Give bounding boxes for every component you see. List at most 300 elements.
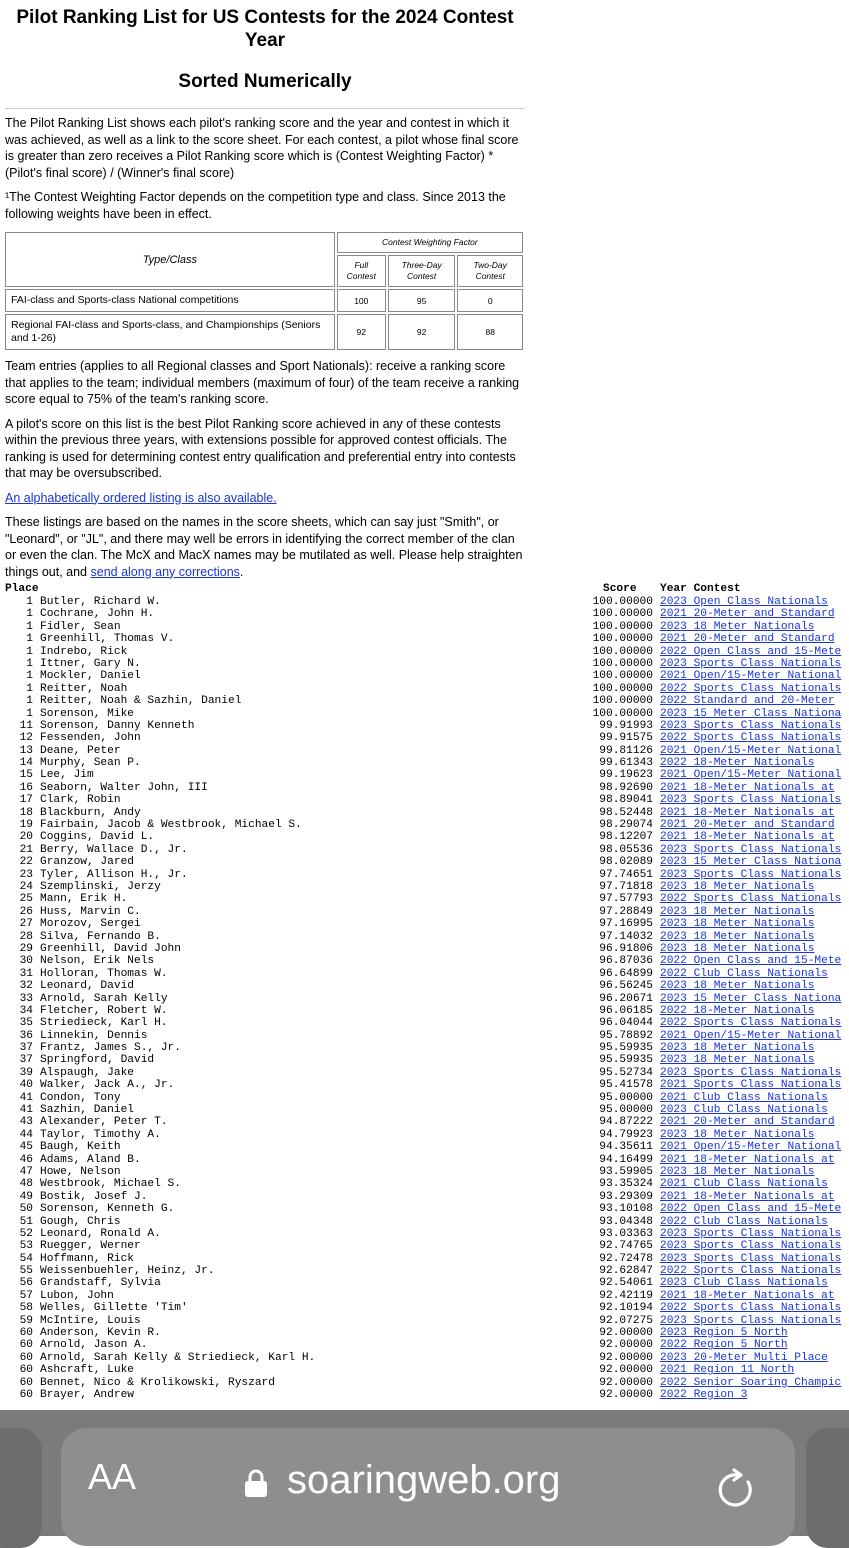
score: 95.00000 xyxy=(599,1091,653,1104)
contest-link[interactable]: 2023 18 Meter Nationals xyxy=(660,1128,815,1141)
pilot-name: Fairbain, Jacob & Westbrook, Michael S. xyxy=(40,819,302,832)
score: 93.10108 xyxy=(599,1203,653,1216)
contest-link[interactable]: 2023 18 Meter Nationals xyxy=(660,930,815,943)
pilot-name: Sorenson, Kenneth G. xyxy=(40,1203,175,1216)
previous-tab-edge[interactable] xyxy=(0,1428,42,1548)
ranking-row xyxy=(5,968,849,980)
score: 99.81126 xyxy=(599,744,653,757)
ranking-row xyxy=(5,1277,849,1289)
pilot-name: Fidler, Sean xyxy=(40,620,121,633)
pilot-name: Morozov, Sergei xyxy=(40,918,141,931)
rank: 17 xyxy=(19,794,33,807)
rank: 1 xyxy=(26,682,33,695)
contest-link[interactable]: 2022 Standard and 20-Meter xyxy=(660,695,835,708)
score: 100.00000 xyxy=(592,695,653,708)
ranking-row xyxy=(5,695,849,707)
ranking-row xyxy=(5,1290,849,1302)
ranking-row xyxy=(5,658,849,670)
score: 98.29074 xyxy=(599,819,653,832)
pilot-name: Gough, Chris xyxy=(40,1215,121,1228)
score: 99.19623 xyxy=(599,769,653,782)
contest-link[interactable]: 2022 Region 5 North xyxy=(660,1339,788,1352)
ranking-row xyxy=(5,608,849,620)
ranking-row xyxy=(5,1191,849,1203)
pilot-name: Reitter, Noah xyxy=(40,682,128,695)
pilot-name: Arnold, Sarah Kelly xyxy=(40,992,168,1005)
contest-link[interactable]: 2022 18-Meter Nationals xyxy=(660,757,815,770)
rank: 58 xyxy=(19,1302,33,1315)
rank: 12 xyxy=(19,732,33,745)
score: 92.62847 xyxy=(599,1265,653,1278)
score: 92.00000 xyxy=(599,1327,653,1340)
contest-link[interactable]: 2022 Sports Class Nationals xyxy=(660,682,842,695)
contest-link[interactable]: 2021 20-Meter and Standard xyxy=(660,819,835,832)
contest-link[interactable]: 2023 Region 5 North xyxy=(660,1327,788,1340)
rank: 37 xyxy=(19,1054,33,1067)
ranking-row xyxy=(5,1240,849,1252)
ranking-row xyxy=(5,708,849,720)
ranking-rows xyxy=(5,596,849,1401)
rank: 1 xyxy=(26,608,33,621)
contest-link[interactable]: 2023 Sports Class Nationals xyxy=(660,719,842,732)
pilot-name: Huss, Marvin C. xyxy=(40,905,141,918)
pilot-name: Coggins, David L. xyxy=(40,831,155,844)
contest-link[interactable]: 2023 18 Meter Nationals xyxy=(660,1042,815,1055)
type-class-header: Type/Class xyxy=(5,232,335,287)
score: 97.16995 xyxy=(599,918,653,931)
ranking-row xyxy=(5,1030,849,1042)
url-text[interactable]: soaringweb.org xyxy=(287,1458,561,1502)
ranking-row xyxy=(5,1104,849,1116)
rank: 11 xyxy=(19,719,33,732)
score: 92.10194 xyxy=(599,1302,653,1315)
contest-link[interactable]: 2021 Open/15-Meter National xyxy=(660,670,842,683)
contest-link[interactable]: 2023 18 Meter Nationals xyxy=(660,980,815,993)
pilot-name: Mann, Erik H. xyxy=(40,893,128,906)
rank: 60 xyxy=(19,1339,33,1352)
rank: 1 xyxy=(26,620,33,633)
rank: 41 xyxy=(19,1104,33,1117)
names-note-text: These listings are based on the names in the score sheets, which can say just "Smith", or "Leonard", or "JL", and there may well be errors in identifying the correct member of the clan or even the clan. The McX and MacX names may be mutilated as well. Please help straighten things out, and xyxy=(5,515,523,579)
score: 99.91575 xyxy=(599,732,653,745)
score: 98.92690 xyxy=(599,781,653,794)
pilot-name: Deane, Peter xyxy=(40,744,121,757)
ranking-row xyxy=(5,1092,849,1104)
rank: 19 xyxy=(19,819,33,832)
ranking-row xyxy=(5,1067,849,1079)
next-tab-edge[interactable] xyxy=(806,1428,849,1548)
ranking-row xyxy=(5,807,849,819)
ranking-row xyxy=(5,893,849,905)
contest-link[interactable]: 2021 Club Class Nationals xyxy=(660,1091,828,1104)
score-header: Score xyxy=(603,583,637,595)
rank: 41 xyxy=(19,1091,33,1104)
rank: 60 xyxy=(19,1364,33,1377)
contest-link[interactable]: 2021 Club Class Nationals xyxy=(660,1178,828,1191)
pilot-name: Greenhill, David John xyxy=(40,942,181,955)
contest-link[interactable]: 2021 20-Meter and Standard xyxy=(660,1116,835,1129)
pilot-name: Howe, Nelson xyxy=(40,1165,121,1178)
rank: 37 xyxy=(19,1042,33,1055)
score: 100.00000 xyxy=(592,645,653,658)
weight-full: 92 xyxy=(337,314,386,350)
contest-link[interactable]: 2023 Club Class Nationals xyxy=(660,1277,828,1290)
score: 96.06185 xyxy=(599,1004,653,1017)
ranking-row xyxy=(5,1315,849,1327)
rank: 27 xyxy=(19,918,33,931)
send-corrections-link[interactable]: send along any corrections xyxy=(90,564,240,579)
rank: 60 xyxy=(19,1376,33,1389)
rank: 24 xyxy=(19,880,33,893)
contest-link[interactable]: 2022 18-Meter Nationals xyxy=(660,1004,815,1017)
pilot-name: Adams, Aland B. xyxy=(40,1153,141,1166)
page-content xyxy=(5,0,525,588)
pilot-name: Tyler, Allison H., Jr. xyxy=(40,868,188,881)
contest-link[interactable]: 2023 Sports Class Nationals xyxy=(660,843,842,856)
pilot-name: Weissenbuehler, Heinz, Jr. xyxy=(40,1265,215,1278)
score: 93.04348 xyxy=(599,1215,653,1228)
pilot-name: Lubon, John xyxy=(40,1289,114,1302)
contest-link[interactable]: 2022 Open Class and 15-Mete xyxy=(660,645,842,658)
score: 92.00000 xyxy=(599,1339,653,1352)
pilot-name: Sazhin, Daniel xyxy=(40,1104,134,1117)
weighting-table xyxy=(3,230,525,352)
ranking-row xyxy=(5,1054,849,1066)
contest-link[interactable]: 2021 18-Meter Nationals at xyxy=(660,806,835,819)
ranking-row xyxy=(5,918,849,930)
pilot-name: Blackburn, Andy xyxy=(40,806,141,819)
contest-link[interactable]: 2022 Sports Class Nationals xyxy=(660,732,842,745)
ranking-row xyxy=(5,1377,849,1389)
pilot-name: Szemplinski, Jerzy xyxy=(40,880,161,893)
score: 96.91806 xyxy=(599,942,653,955)
score: 95.52734 xyxy=(599,1066,653,1079)
score: 95.78892 xyxy=(599,1029,653,1042)
contest-link[interactable]: 2023 Open Class Nationals xyxy=(660,596,828,608)
contest-link[interactable]: 2023 15 Meter Class Nationa xyxy=(660,856,842,869)
ranking-row xyxy=(5,757,849,769)
contest-link[interactable]: 2022 Open Class and 15-Mete xyxy=(660,955,842,968)
ranking-row xyxy=(5,621,849,633)
pilot-name: Grandstaff, Sylvia xyxy=(40,1277,161,1290)
ranking-row xyxy=(5,831,849,843)
score: 100.00000 xyxy=(592,608,653,621)
contest-link[interactable]: 2021 18-Meter Nationals at xyxy=(660,1153,835,1166)
score: 92.74765 xyxy=(599,1240,653,1253)
rank: 52 xyxy=(19,1227,33,1240)
ranking-row xyxy=(5,1116,849,1128)
contest-link[interactable]: 2021 Region 11 North xyxy=(660,1364,795,1377)
rank: 53 xyxy=(19,1240,33,1253)
contest-link[interactable]: 2022 Open Class and 15-Mete xyxy=(660,1203,842,1216)
rank: 23 xyxy=(19,868,33,881)
names-note xyxy=(5,514,525,580)
pilot-name: Welles, Gillette 'Tim' xyxy=(40,1302,188,1315)
rank: 16 xyxy=(19,781,33,794)
pilot-name: Baugh, Keith xyxy=(40,1141,121,1154)
contest-link[interactable]: 2022 Senior Soaring Champic xyxy=(660,1376,842,1389)
ranking-row xyxy=(5,683,849,695)
rank: 60 xyxy=(19,1327,33,1340)
ranking-row xyxy=(5,1141,849,1153)
col-three-day-contest: Three-Day Contest xyxy=(388,255,456,287)
ranking-row xyxy=(5,869,849,881)
rank: 34 xyxy=(19,1004,33,1017)
rank: 56 xyxy=(19,1277,33,1290)
weight-three: 95 xyxy=(388,289,456,312)
contest-link[interactable]: 2022 Region 3 xyxy=(660,1389,748,1401)
rank: 46 xyxy=(19,1153,33,1166)
pilot-name: Sorenson, Danny Kenneth xyxy=(40,719,195,732)
ranking-row xyxy=(5,1352,849,1364)
names-note-end: . xyxy=(239,564,244,579)
pilot-name: Indrebo, Rick xyxy=(40,645,128,658)
rank: 20 xyxy=(19,831,33,844)
contest-link[interactable]: 2023 Sports Class Nationals xyxy=(660,657,842,670)
contest-link[interactable]: 2023 20-Meter Multi Place xyxy=(660,1351,828,1364)
pilot-name: Butler, Richard W. xyxy=(40,596,161,608)
contest-link[interactable]: 2023 15 Meter Class Nationa xyxy=(660,707,842,720)
contest-link[interactable]: 2021 Open/15-Meter National xyxy=(660,1029,842,1042)
contest-link[interactable]: 2023 Sports Class Nationals xyxy=(660,1227,842,1240)
rank: 13 xyxy=(19,744,33,757)
rank: 29 xyxy=(19,942,33,955)
rank: 36 xyxy=(19,1029,33,1042)
pilot-name: Alspaugh, Jake xyxy=(40,1066,134,1079)
pilot-name: Nelson, Erik Nels xyxy=(40,955,155,968)
contest-link[interactable]: 2023 Sports Class Nationals xyxy=(660,1240,842,1253)
rank: 48 xyxy=(19,1178,33,1191)
ranking-row xyxy=(5,856,849,868)
contest-link[interactable]: 2023 Sports Class Nationals xyxy=(660,794,842,807)
intro-paragraph: The Pilot Ranking List shows each pilot's ranking score and the year and contest in which it was achieved, as well as a link to the score sheet. For each contest, a pilot whose final score is greater than zero receives a Pilot Ranking score which is (Contest Weighting Factor) * (Pilot's final score) / (Winner's final score) xyxy=(5,116,519,180)
contest-link[interactable]: 2021 18-Meter Nationals at xyxy=(660,1289,835,1302)
reload-icon[interactable] xyxy=(715,1468,759,1512)
weight-full: 100 xyxy=(337,289,386,312)
score: 92.72478 xyxy=(599,1252,653,1265)
pilot-name: Condon, Tony xyxy=(40,1091,121,1104)
contest-link[interactable]: 2023 Club Class Nationals xyxy=(660,1104,828,1117)
contest-link[interactable]: 2023 18 Meter Nationals xyxy=(660,918,815,931)
reader-options-button[interactable] xyxy=(88,1457,136,1497)
score: 98.05536 xyxy=(599,843,653,856)
contest-link[interactable]: 2021 18-Meter Nationals at xyxy=(660,1190,835,1203)
score: 95.59935 xyxy=(599,1042,653,1055)
score: 100.00000 xyxy=(592,657,653,670)
pilot-name: Fessenden, John xyxy=(40,732,141,745)
rank: 50 xyxy=(19,1203,33,1216)
contest-link[interactable]: 2021 Open/15-Meter National xyxy=(660,744,842,757)
contest-link[interactable]: 2021 20-Meter and Standard xyxy=(660,608,835,621)
contest-link[interactable]: 2021 18-Meter Nationals at xyxy=(660,781,835,794)
rank: 60 xyxy=(19,1351,33,1364)
score: 98.52448 xyxy=(599,806,653,819)
ranking-row xyxy=(5,769,849,781)
rank: 31 xyxy=(19,967,33,980)
ranking-row xyxy=(5,819,849,831)
pilot-name: Arnold, Jason A. xyxy=(40,1339,148,1352)
ranking-row xyxy=(5,1216,849,1228)
contest-link[interactable]: 2023 18 Meter Nationals xyxy=(660,905,815,918)
rank: 14 xyxy=(19,757,33,770)
score: 92.00000 xyxy=(599,1376,653,1389)
ranking-row xyxy=(5,745,849,757)
weighting-factor-header: Contest Weighting Factor xyxy=(337,232,523,253)
score: 92.00000 xyxy=(599,1389,653,1401)
pilot-name: McIntire, Louis xyxy=(40,1314,141,1327)
ranking-row xyxy=(5,931,849,943)
pilot-name: Alexander, Peter T. xyxy=(40,1116,168,1129)
ranking-row xyxy=(5,1042,849,1054)
pilot-name: Striedieck, Karl H. xyxy=(40,1017,168,1030)
contest-link[interactable]: 2023 18 Meter Nationals xyxy=(660,880,815,893)
pilot-name: Taylor, Timothy A. xyxy=(40,1128,161,1141)
contest-link[interactable]: 2022 Sports Class Nationals xyxy=(660,1302,842,1315)
listing-header xyxy=(5,583,849,596)
rank: 1 xyxy=(26,707,33,720)
ranking-row xyxy=(5,1129,849,1141)
rank: 21 xyxy=(19,843,33,856)
pilot-name: Mockler, Daniel xyxy=(40,670,141,683)
score: 95.41578 xyxy=(599,1079,653,1092)
pilot-name: Granzow, Jared xyxy=(40,856,134,869)
pilot-name: Bostik, Josef J. xyxy=(40,1190,148,1203)
contest-link[interactable]: 2022 Sports Class Nationals xyxy=(660,893,842,906)
score: 96.87036 xyxy=(599,955,653,968)
ranking-row xyxy=(5,993,849,1005)
col-full-contest: Full Contest xyxy=(337,255,386,287)
score: 95.59935 xyxy=(599,1054,653,1067)
ranking-row xyxy=(5,1228,849,1240)
ranking-row xyxy=(5,1253,849,1265)
ranking-row xyxy=(5,646,849,658)
ranking-row xyxy=(5,1302,849,1314)
pilot-name: Murphy, Sean P. xyxy=(40,757,141,770)
pilot-name: Lee, Jim xyxy=(40,769,94,782)
pilot-name: Westbrook, Michael S. xyxy=(40,1178,181,1191)
rank: 32 xyxy=(19,980,33,993)
score: 92.00000 xyxy=(599,1351,653,1364)
col-two-day-contest: Two-Day Contest xyxy=(457,255,523,287)
contest-link[interactable]: 2022 Club Class Nationals xyxy=(660,967,828,980)
score: 93.59905 xyxy=(599,1165,653,1178)
pilot-name: Sorenson, Mike xyxy=(40,707,134,720)
ranking-row xyxy=(5,1079,849,1091)
score: 99.91993 xyxy=(599,719,653,732)
contest-link[interactable]: 2022 Sports Class Nationals xyxy=(660,1265,842,1278)
ranking-row xyxy=(5,943,849,955)
contest-link[interactable]: 2023 Sports Class Nationals xyxy=(660,1314,842,1327)
contest-link[interactable]: 2021 Open/15-Meter National xyxy=(660,1141,842,1154)
contest-link[interactable]: 2021 18-Meter Nationals at xyxy=(660,831,835,844)
score: 100.00000 xyxy=(592,596,653,608)
weighting-note: ¹The Contest Weighting Factor depends on the competition type and class. Since 2013 the following weights have been in effect. xyxy=(5,190,506,221)
pilot-name: Anderson, Kevin R. xyxy=(40,1327,161,1340)
ranking-row xyxy=(5,1389,849,1401)
pilot-name: Arnold, Sarah Kelly & Striedieck, Karl H. xyxy=(40,1351,316,1364)
score: 99.61343 xyxy=(599,757,653,770)
rank: 1 xyxy=(26,633,33,646)
pilot-name: Ashcraft, Luke xyxy=(40,1364,134,1377)
ranking-row xyxy=(5,633,849,645)
weight-two: 88 xyxy=(457,314,523,350)
browser-toolbar xyxy=(0,1410,849,1536)
contest-link[interactable]: 2022 Sports Class Nationals xyxy=(660,1017,842,1030)
pilot-name: Silva, Fernando B. xyxy=(40,930,161,943)
score: 97.57793 xyxy=(599,893,653,906)
score: 100.00000 xyxy=(592,633,653,646)
place-header: Place xyxy=(5,583,39,595)
contest-link[interactable]: 2021 Sports Class Nationals xyxy=(660,1079,842,1092)
rank: 39 xyxy=(19,1066,33,1079)
score: 100.00000 xyxy=(592,682,653,695)
rank: 60 xyxy=(19,1389,33,1401)
score: 97.28849 xyxy=(599,905,653,918)
contest-link[interactable]: 2023 18 Meter Nationals xyxy=(660,1165,815,1178)
contest-link[interactable]: 2022 Club Class Nationals xyxy=(660,1215,828,1228)
score: 92.07275 xyxy=(599,1314,653,1327)
score: 92.54061 xyxy=(599,1277,653,1290)
score: 98.02089 xyxy=(599,856,653,869)
lock-icon xyxy=(243,1468,269,1498)
ranking-row xyxy=(5,1265,849,1277)
score: 97.14032 xyxy=(599,930,653,943)
rank: 51 xyxy=(19,1215,33,1228)
alphabetical-listing-link[interactable]: An alphabetically ordered listing is also available. xyxy=(5,490,277,505)
weight-row-label: FAI-class and Sports-class National competitions xyxy=(5,289,335,312)
pilot-name: Reitter, Noah & Sazhin, Daniel xyxy=(40,695,242,708)
ranking-row xyxy=(5,1166,849,1178)
rank: 18 xyxy=(19,806,33,819)
score: 100.00000 xyxy=(592,670,653,683)
rank: 1 xyxy=(26,657,33,670)
score: 95.00000 xyxy=(599,1104,653,1117)
contest-link[interactable]: 2023 Sports Class Nationals xyxy=(660,868,842,881)
pilot-name: Leonard, David xyxy=(40,980,134,993)
rank: 22 xyxy=(19,856,33,869)
divider xyxy=(5,108,525,109)
ranking-row xyxy=(5,1339,849,1351)
contest-link[interactable]: 2023 18 Meter Nationals xyxy=(660,620,815,633)
pilot-name: Greenhill, Thomas V. xyxy=(40,633,175,646)
rank: 47 xyxy=(19,1165,33,1178)
rank: 1 xyxy=(26,670,33,683)
ranking-row xyxy=(5,732,849,744)
score: 93.03363 xyxy=(599,1227,653,1240)
contest-link[interactable]: 2023 Sports Class Nationals xyxy=(660,1066,842,1079)
contest-link[interactable]: 2021 Open/15-Meter National xyxy=(660,769,842,782)
contest-link[interactable]: 2021 20-Meter and Standard xyxy=(660,633,835,646)
contest-link[interactable]: 2023 Sports Class Nationals xyxy=(660,1252,842,1265)
ranking-row xyxy=(5,782,849,794)
pilot-name: Seaborn, Walter John, III xyxy=(40,781,208,794)
pilot-name: Berry, Wallace D., Jr. xyxy=(40,843,188,856)
pilot-name: Cochrane, John H. xyxy=(40,608,155,621)
contest-link[interactable]: 2023 18 Meter Nationals xyxy=(660,942,815,955)
pilot-name: Hoffmann, Rick xyxy=(40,1252,134,1265)
rank: 15 xyxy=(19,769,33,782)
contest-link[interactable]: 2023 18 Meter Nationals xyxy=(660,1054,815,1067)
contest-link[interactable]: 2023 15 Meter Class Nationa xyxy=(660,992,842,1005)
pilot-name: Fletcher, Robert W. xyxy=(40,1004,168,1017)
score: 100.00000 xyxy=(592,707,653,720)
ranking-row xyxy=(5,881,849,893)
ranking-listing xyxy=(5,583,849,1401)
ranking-row xyxy=(5,1154,849,1166)
page-title: Pilot Ranking List for US Contests for the 2024 Contest Year xyxy=(16,7,514,51)
page-subtitle: Sorted Numerically xyxy=(178,71,352,92)
weight-three: 92 xyxy=(388,314,456,350)
